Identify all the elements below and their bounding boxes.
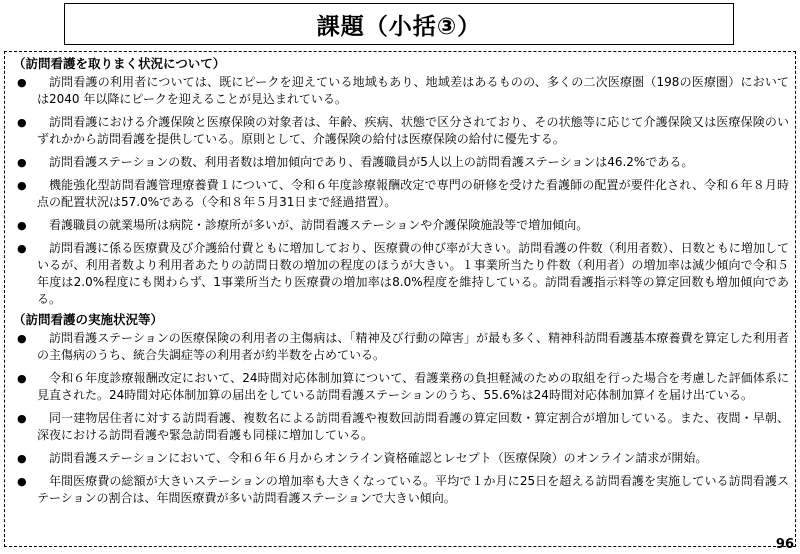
- bullet-icon: ●: [17, 452, 27, 465]
- list-item: [17, 410, 789, 444]
- list-item: [17, 240, 789, 308]
- bullet-icon: ●: [17, 242, 27, 255]
- list-item: [17, 217, 789, 234]
- section-heading-situation: （訪問看護を取りまく状況について）: [13, 56, 226, 71]
- bullet-icon: ●: [17, 116, 27, 129]
- bullet-icon: ●: [17, 412, 27, 425]
- bullet-icon: ●: [17, 179, 27, 192]
- bullet-icon: ●: [17, 372, 27, 385]
- bullet-text: 訪問看護ステーションの医療保険の利用者の主傷病は、「精神及び行動の障害」が最も多く、精神科訪問看護基本療養費を算定した利用者の主傷病のうち、統合失調症等の利用者が約半数を占めている。: [37, 331, 789, 362]
- content-box: [4, 51, 796, 547]
- list-item: [17, 330, 789, 364]
- list-item: [17, 114, 789, 148]
- bullet-icon: ●: [17, 475, 27, 488]
- bullet-text: 同一建物居住者に対する訪問看護、複数名による訪問看護や複数回訪問看護の算定回数・算定割合が増加している。また、夜間・早朝、深夜における訪問看護や緊急訪問看護も同様に増加している。: [37, 411, 789, 442]
- bullet-icon: ●: [17, 332, 27, 345]
- list-item: [17, 370, 789, 404]
- page-title: 課題（小括③）: [64, 3, 734, 45]
- bullet-text: 訪問看護ステーションの数、利用者数は増加傾向であり、看護職員が5人以上の訪問看護ステーションは46.2%である。: [49, 155, 694, 169]
- list-item: [17, 473, 789, 507]
- bullet-text: 年間医療費の総額が大きいステーションの増加率も大きくなっている。平均で１か月に25日を超える訪問看護を実施している訪問看護ステーションの割合は、年間医療費が多い訪問看護ステーションで大きい傾向。: [37, 474, 789, 505]
- bullet-text: 訪問看護における介護保険と医療保険の対象者は、年齢、疾病、状態で区分されており、その状態等に応じて介護保険又は医療保険のいずれかから訪問看護を提供している。原則として、介護保険の給付は医療保険の給付に優先する。: [37, 115, 789, 146]
- bullet-text: 令和６年度診療報酬改定において、24時間対応体制加算について、看護業務の負担軽減のための取組を行った場合を考慮した評価体系に見直された。24時間対応体制加算の届出をしている訪問看護ステーションのうち、55.6%は24時間対応体制加算イを届け出ている。: [37, 371, 789, 402]
- list-item: [17, 154, 789, 171]
- bullet-icon: ●: [17, 219, 27, 232]
- bullet-icon: ●: [17, 156, 27, 169]
- bullet-text: 訪問看護の利用者については、既にピークを迎えている地域もあり、地域差はあるものの、多くの二次医療圏（198の医療圏）においては2040 年以降にピークを迎えることが見込まれている。: [37, 75, 789, 106]
- bullet-text: 訪問看護ステーションにおいて、令和６年６月からオンライン資格確認とレセプト（医療保険）のオンライン請求が開始。: [49, 451, 708, 465]
- list-item: [17, 177, 789, 211]
- list-item: [17, 450, 789, 467]
- list-item: [17, 74, 789, 108]
- bullet-icon: ●: [17, 76, 27, 89]
- bullet-text: 看護職員の就業場所は病院・診療所が多いが、訪問看護ステーションや介護保険施設等で増加傾向。: [49, 218, 589, 232]
- section-heading-implementation: （訪問看護の実施状況等）: [13, 312, 164, 327]
- bullet-text: 訪問看護に係る医療費及び介護給付費ともに増加しており、医療費の伸び率が大きい。訪問看護の件数（利用者数）、日数ともに増加しているが、利用者数より利用者あたりの訪問日数の増加の程度のほうが大きい。１事業所当たり件数（利用者）の増加率は減少傾向で令和５年度は2.0%程度にも関わらず、1事業所当たり医療費の増加率は8.0%程度を維持している。訪問看護指示料等の算定回数も増加傾向である。: [37, 241, 789, 306]
- bullet-text: 機能強化型訪問看護管理療養費１について、令和６年度診療報酬改定で専門の研修を受けた看護師の配置が要件化され、令和６年８月時点の配置状況は57.0%である（令和８年５月31日まで経過措置）。: [37, 178, 789, 209]
- page-number: 96: [775, 537, 794, 552]
